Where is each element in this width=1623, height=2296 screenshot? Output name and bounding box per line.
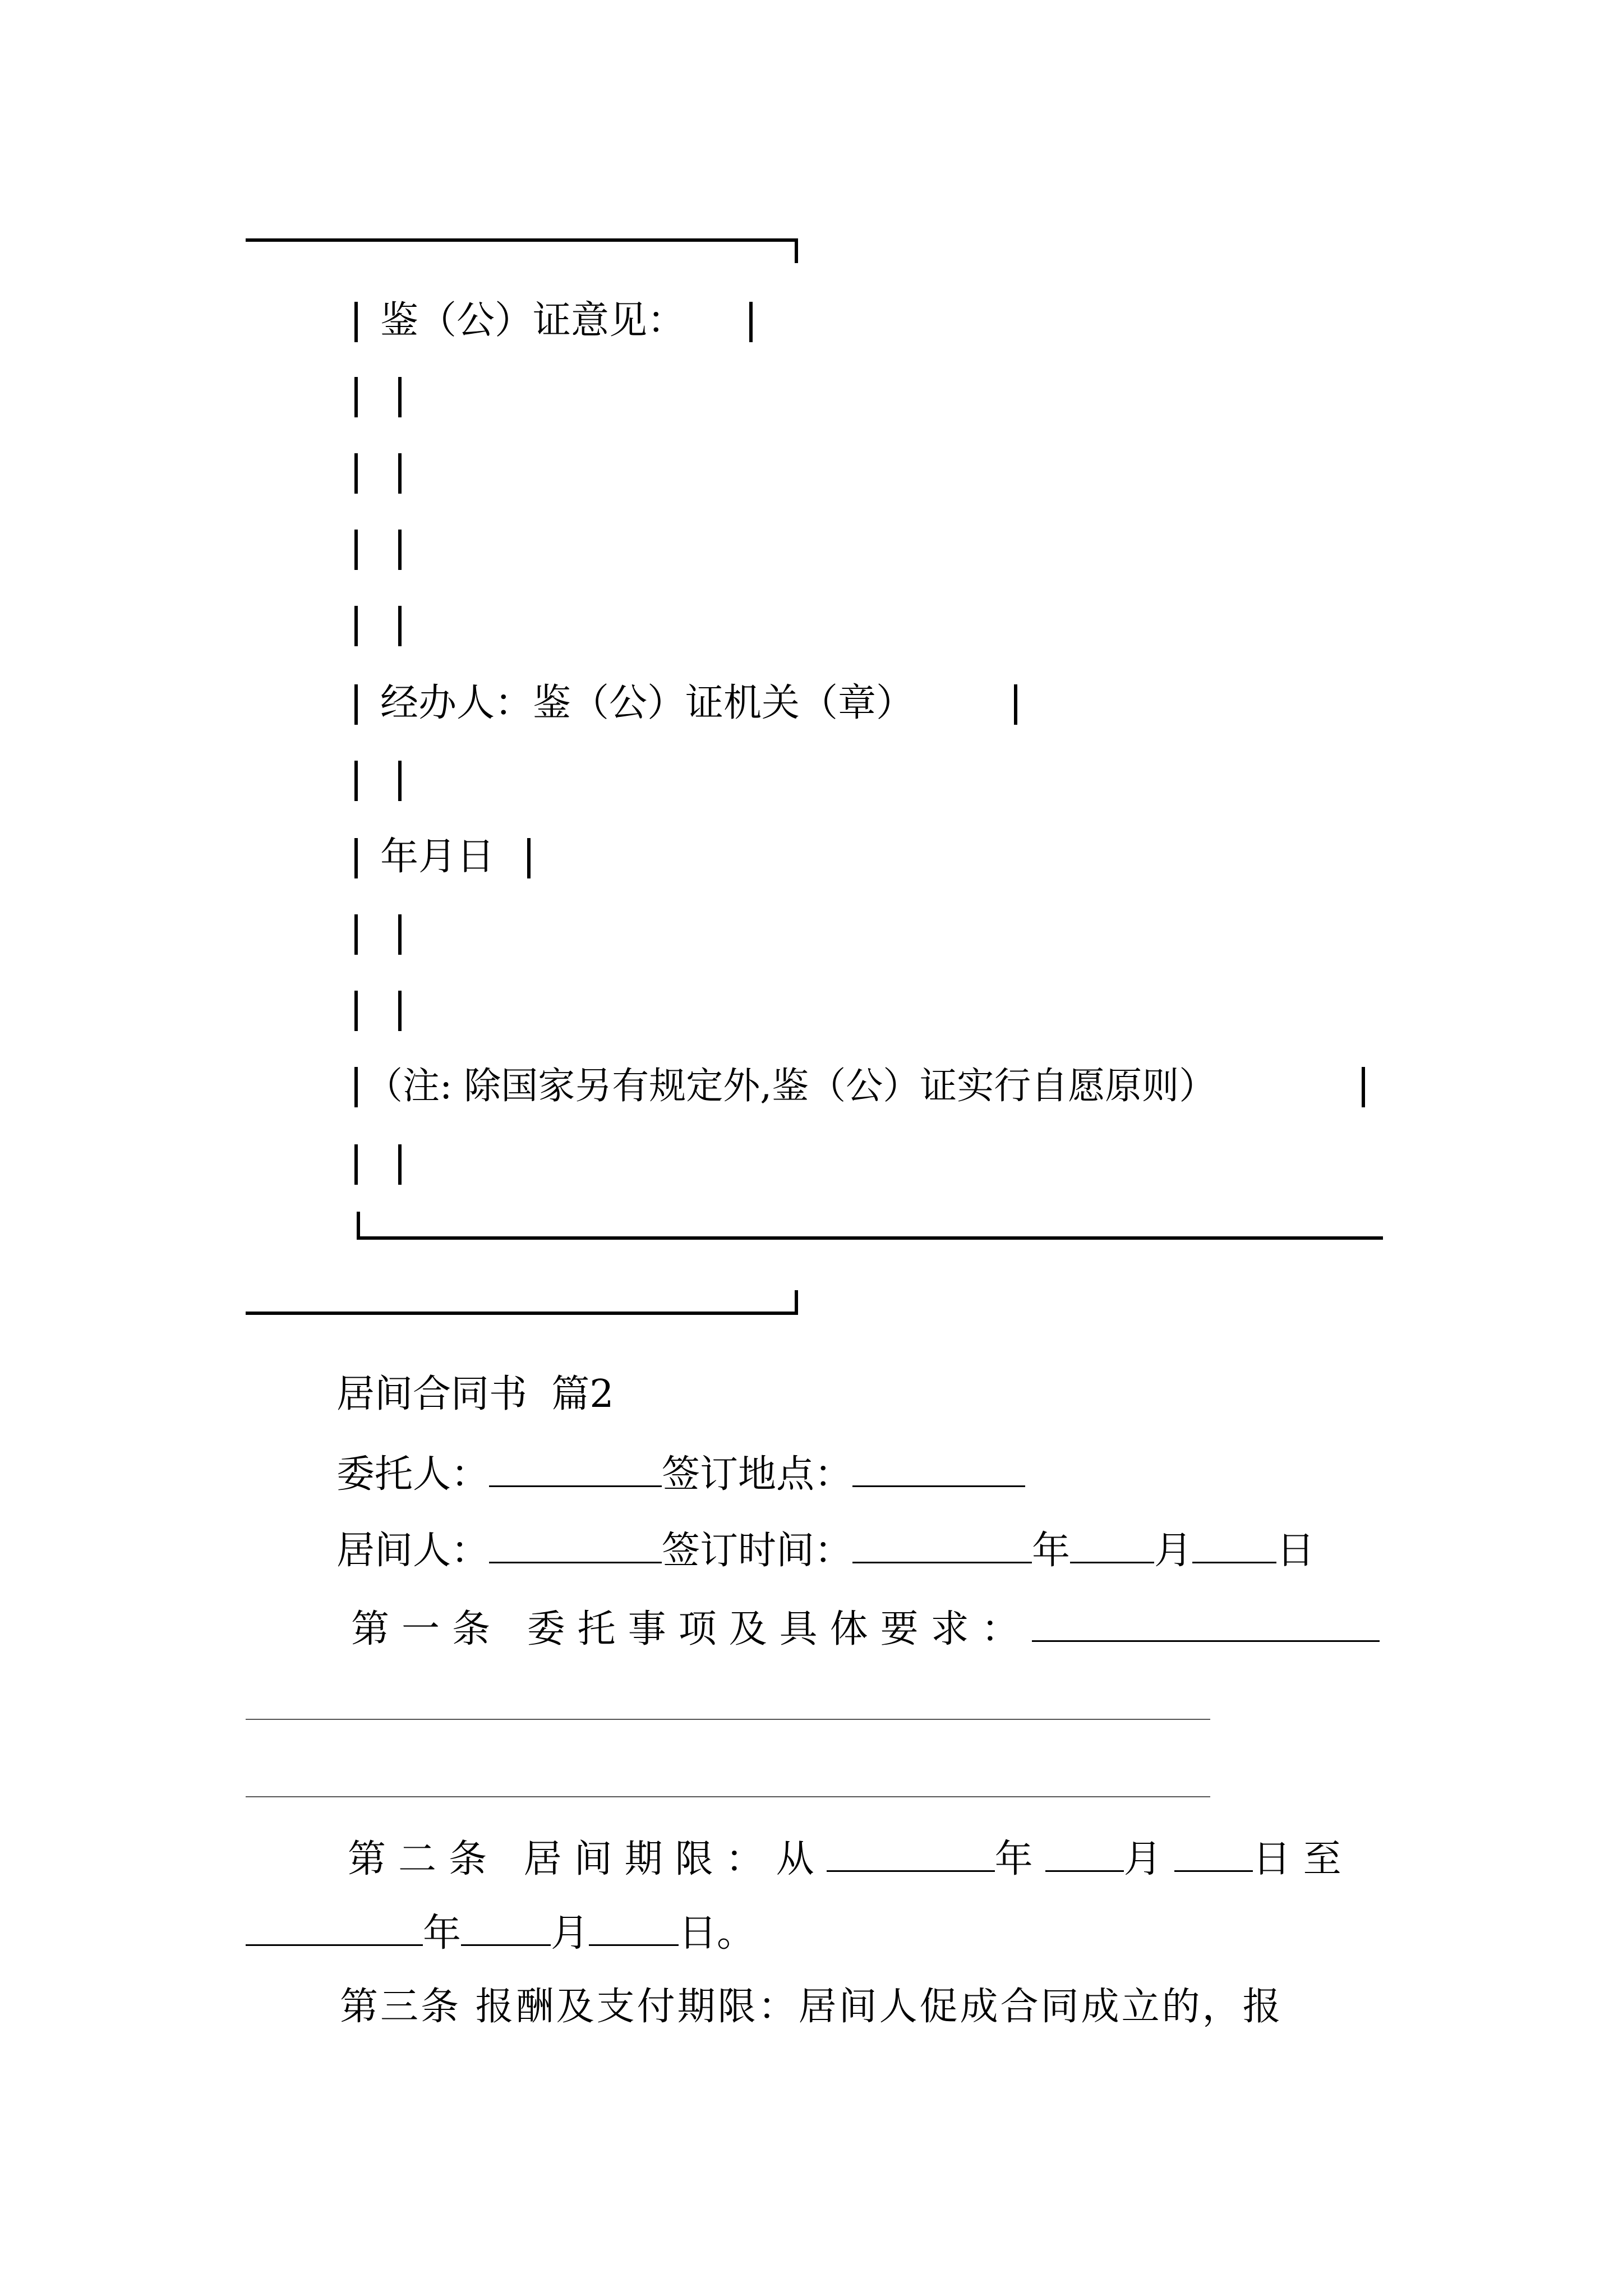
frame-left-bar [354,761,358,801]
sign-time-label: 签订时间： [662,1529,853,1573]
frame-left-bar [354,838,358,878]
sign-month-field[interactable] [1070,1526,1154,1563]
client-label: 委托人： [336,1452,490,1497]
broker-field[interactable] [489,1526,662,1563]
frame-right-bar [527,838,531,878]
article-2-prefix: 第二条 居间期限：从 [348,1837,827,1881]
section-rule [246,1312,798,1315]
note-text: （注: 除国家另有规定外,鉴（公）证实行自愿原则） [366,1064,1216,1107]
term-end-day-field[interactable] [589,1908,679,1946]
section-rule-tick [795,1290,798,1315]
day-to-label: 日至 [1252,1837,1354,1881]
month-label: 月 [1123,1837,1174,1881]
term-start-month-field[interactable] [1045,1834,1124,1872]
year-label: 年 [994,1837,1045,1881]
frame-left-bar [354,991,358,1031]
frame-right-bar [398,761,402,801]
sign-place-label: 签订地点： [662,1452,853,1497]
article-1-text: 第一条 委托事项及具体要求： [351,1607,1032,1651]
article-2-cont [246,1908,755,1956]
broker-line [336,1526,1315,1573]
frame-left-bar [354,530,358,570]
frame-right-bar [398,530,402,570]
article-3: 第三条 报酬及支付期限：居间人促成合同成立的，报 [340,1985,1283,2029]
frame-left-bar [354,914,358,955]
year-label: 年 [1032,1529,1071,1573]
frame-left-bar [354,1144,358,1185]
article-1 [351,1604,1380,1652]
frame-bottom-rule [357,1236,1383,1240]
contract-title [336,1372,614,1417]
month-label: 月 [1154,1529,1193,1573]
month-label: 月 [551,1911,589,1955]
frame-right-bar [1362,1067,1365,1107]
client-field[interactable] [489,1450,662,1487]
frame-left-bar [354,1067,358,1107]
frame-top-rule-tick [795,238,798,263]
frame-right-bar [398,991,402,1031]
article-1-field[interactable] [1032,1604,1380,1642]
article-1-blank-line[interactable] [246,1719,1210,1720]
sign-day-field[interactable] [1192,1526,1276,1563]
handler-label: 经办人：鉴（公）证机关（章） [380,681,915,725]
frame-left-bar [354,684,358,725]
term-end-month-field[interactable] [461,1908,551,1946]
frame-left-bar [354,302,358,342]
frame-right-bar [398,1144,402,1185]
end-day-label: 日。 [679,1911,755,1955]
broker-label: 居间人： [336,1529,490,1573]
frame-right-bar [749,302,753,342]
term-start-day-field[interactable] [1174,1834,1253,1872]
frame-right-bar [398,453,402,494]
frame-right-bar [1014,684,1017,725]
contract-title-text: 居间合同书 [336,1372,528,1416]
article-2 [348,1834,1354,1882]
frame-right-bar [398,606,402,646]
date-label: 年月日 [380,835,495,879]
frame-right-bar [398,914,402,955]
contract-part: 篇2 [551,1372,614,1416]
frame-left-bar [354,453,358,494]
sign-year-field[interactable] [852,1526,1032,1563]
opinion-label: 鉴（公）证意见： [380,298,686,343]
frame-left-bar [354,377,358,417]
sign-place-field[interactable] [852,1450,1025,1487]
year-label: 年 [423,1911,462,1955]
frame-right-bar [398,377,402,417]
term-end-year-field[interactable] [246,1908,423,1946]
frame-top-rule [246,238,798,242]
client-line [336,1450,1025,1497]
day-label: 日 [1276,1529,1315,1573]
term-start-year-field[interactable] [827,1834,995,1872]
article-1-blank-line[interactable] [246,1796,1210,1797]
frame-left-bar [354,606,358,646]
frame-bottom-corner [357,1212,360,1240]
